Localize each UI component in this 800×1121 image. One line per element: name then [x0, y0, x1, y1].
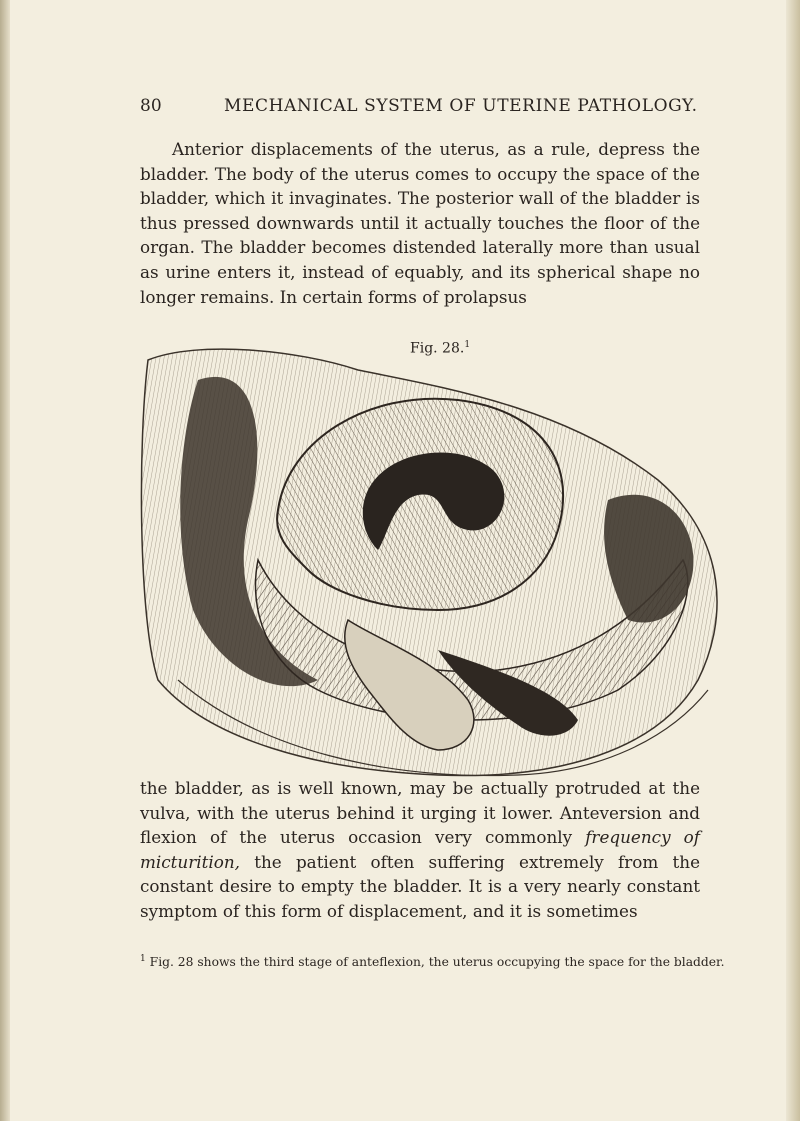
page-left-edge [0, 0, 10, 1121]
figure-label: Fig. 28. [410, 340, 465, 357]
footnote-text: Fig. 28 shows the third stage of anteflexion, the uterus occupying the space for the bladder. [149, 955, 725, 970]
paragraph-2-emphasis: frequency of micturition, [140, 827, 700, 872]
paragraph-2 [140, 776, 700, 924]
page-number: 80 [140, 96, 162, 116]
anatomical-figure [138, 320, 738, 790]
page-right-edge [786, 0, 800, 1121]
figure-caption [410, 340, 470, 357]
running-head: MECHANICAL SYSTEM OF UTERINE PATHOLOGY. [224, 96, 698, 116]
footnote-mark: 1 [140, 954, 146, 964]
page-header [140, 96, 700, 120]
paragraph-1: Anterior displacements of the uterus, as a rule, depress the bladder. The body of the uterus comes to occupy the space of the bladder, which it invaginates. The posterior wall of the bladder is thus pressed downwards until it actually touches the floor of the organ. The bladder becomes distended laterally more than usual as urine enters it, instead of equably, and its spherical shape no longer remains. In certain forms of prolapsus [140, 139, 700, 307]
paragraph-2-text-a: the bladder, as is well known, may be actually protruded at the vulva, with the uterus behind it urging it lower. Anteversion and flexion of the uterus occasion very commonly [140, 778, 700, 848]
figure-footnote-mark: 1 [464, 340, 471, 350]
paragraph-2-text-b: the patient often suffering extremely from the constant desire to empty the bladder. It is a very nearly constant symptom of this form of displacement, and it is sometimes [140, 851, 700, 921]
footnote [140, 951, 740, 970]
